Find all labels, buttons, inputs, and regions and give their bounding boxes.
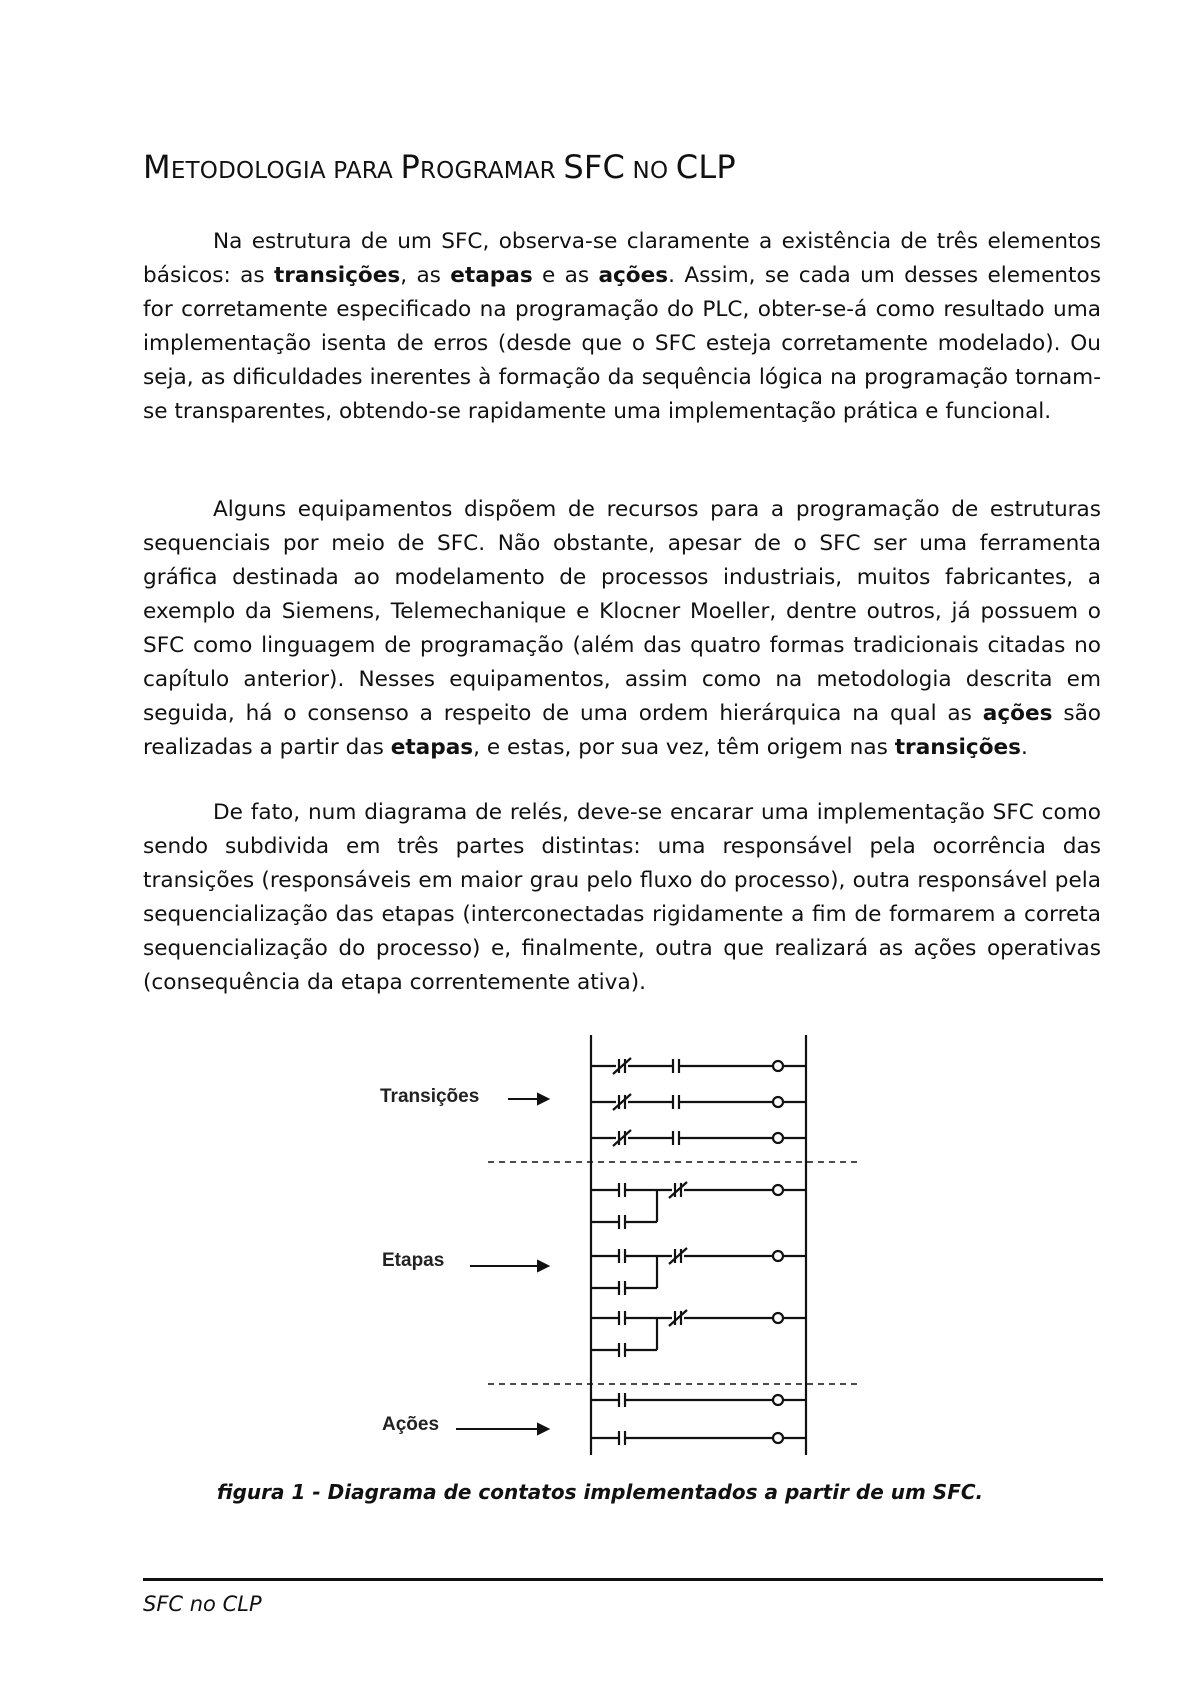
action-rung-2: [773, 1433, 783, 1443]
footer-divider: [143, 1578, 1103, 1581]
step-rung-3: [773, 1313, 783, 1323]
label-acoes: Ações: [382, 1414, 440, 1435]
step-rung-1: [773, 1185, 783, 1195]
page-title: METODOLOGIA PARA PROGRAMAR SFC NO CLP: [143, 148, 736, 186]
paragraph-3: De fato, num diagrama de relés, deve-se encarar uma implementação SFC como sendo subdivida em três partes distintas: uma responsável pela ocorrência das transições (responsáveis em maior grau pelo fluxo do processo), outra responsável pela sequencialização das etapas (interconectadas rigidamente a fim de formarem a correta sequencialização do processo) e, finalmente, outra que realizará as ações operativas (consequência da etapa correntemente ativa).: [143, 800, 1101, 995]
figure-caption: figura 1 - Diagrama de contatos implementados a partir de um SFC.: [216, 1480, 984, 1504]
page-footer: SFC no CLP: [143, 1592, 262, 1616]
action-rung-1: [773, 1395, 783, 1405]
paragraph-2: Alguns equipamentos dispõem de recursos para a programação de estruturas sequenciais por meio de SFC. Não obstante, apesar de o SFC ser uma ferramenta gráfica destinada ao modelamento de processos industriais, muitos fabricantes, a exemplo da Siemens, Telemechanique e Klocner Moeller, dentre outros, já possuem o SFC como linguagem de programação (além das quatro formas tradicionais citadas no capítulo anterior). Nesses equipamentos, assim como na metodologia descrita em seguida, há o consenso a respeito de uma ordem hierárquica na qual as ações são realizadas a partir das etapas, e estas, por sua vez, têm origem nas transições.: [143, 497, 1102, 760]
transition-rung-2: [773, 1097, 783, 1107]
label-transicoes: Transições: [380, 1086, 480, 1107]
paragraph-1: Na estrutura de um SFC, observa-se claramente a existência de três elementos básicos: as transições, as etapas e as ações. Assim, se cada um desses elementos for corretamente especificado na programação do PLC, obter-se-á como resultado uma implementação isenta de erros (desde que o SFC esteja corretamente modelado). Ou seja, as dificuldades inerentes à formação da sequência lógica na programação tornam-se transparentes, obtendo-se rapidamente uma implementação prática e funcional.: [143, 229, 1101, 424]
step-rung-2: [773, 1251, 783, 1261]
transition-rung-1: [773, 1061, 783, 1071]
transition-rung-3: [773, 1133, 783, 1143]
label-etapas: Etapas: [382, 1250, 445, 1271]
